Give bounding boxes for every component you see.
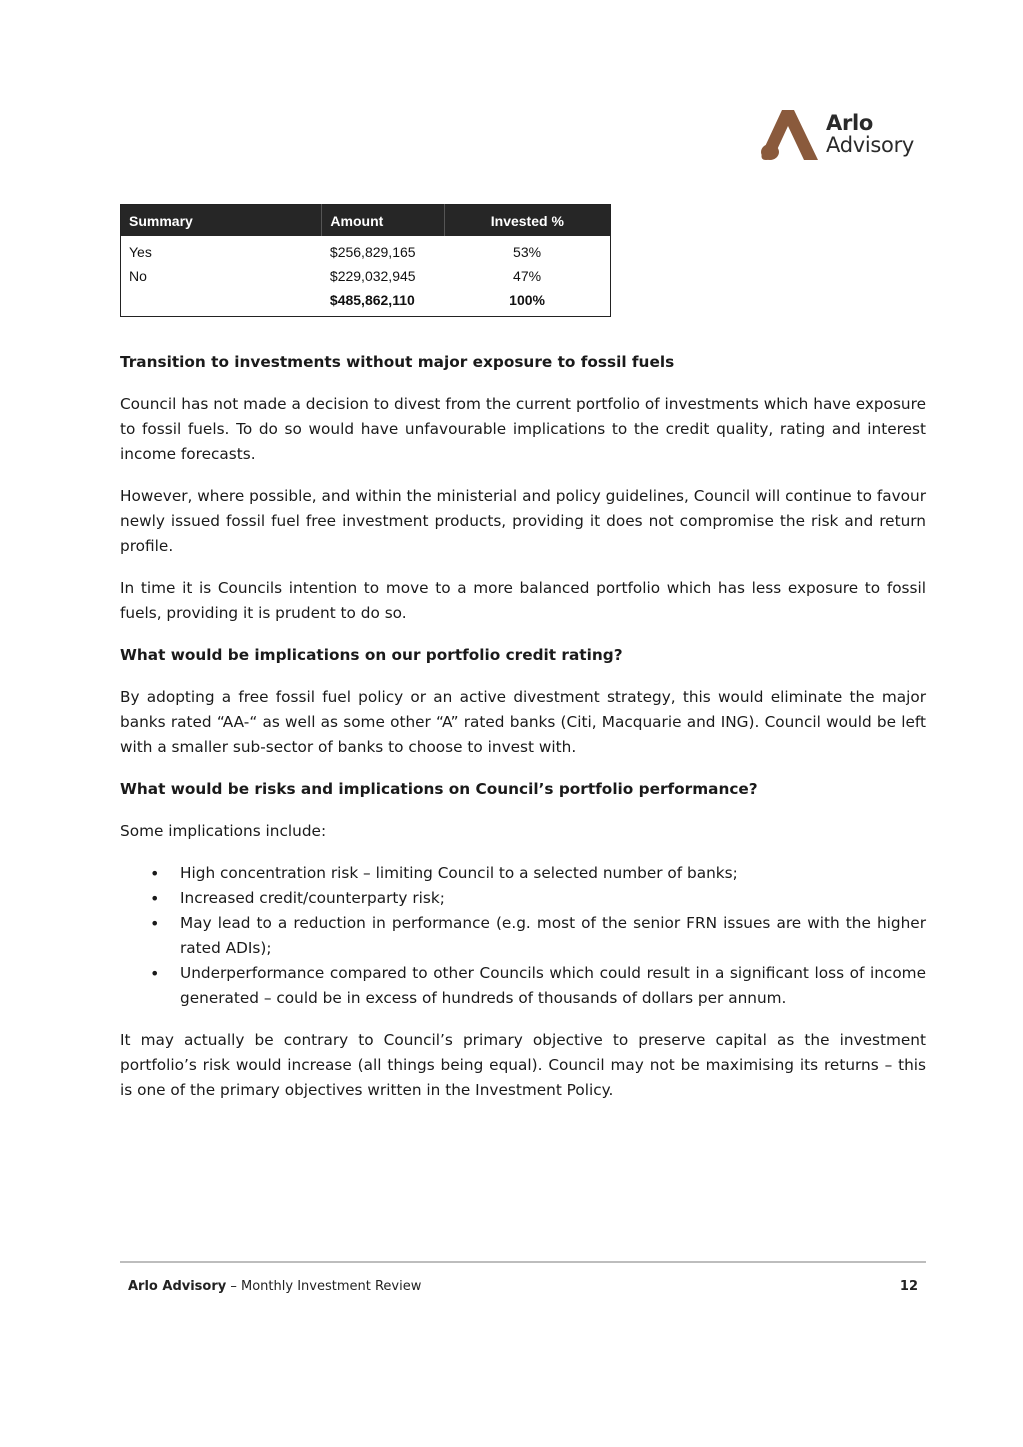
- paragraph-divest-decision: Council has not made a decision to divest from the current portfolio of investments which have exposure to fossil fuels. To do so would have unfavourable implications to the credit quality, rating and interest income forecasts.: [120, 395, 926, 463]
- summary-table: [120, 204, 611, 317]
- row-pct: 47%: [513, 268, 542, 284]
- arlo-a-mark-icon: [760, 108, 820, 162]
- header-invested-pct: Invested %: [444, 205, 610, 237]
- footer-divider: [120, 1261, 926, 1263]
- risk-heading: What would be risks and implications on Council’s portfolio performance?: [120, 780, 758, 798]
- footer-title: [128, 1279, 421, 1294]
- table-row: [121, 264, 611, 288]
- credit-rating-heading: What would be implications on our portfolio credit rating?: [120, 646, 623, 664]
- row-amount: $229,032,945: [329, 268, 416, 284]
- list-item: • Underperformance compared to other Councils which could result in a significant loss of income generated – could be in excess of hundreds of thousands of dollars per annum.: [180, 961, 926, 1011]
- arlo-advisory-logo: [760, 106, 930, 166]
- table-total-row: [121, 288, 611, 317]
- total-amount: $485,862,110: [329, 292, 415, 308]
- logo-text-arlo: Arlo: [826, 111, 874, 135]
- list-item: • May lead to a reduction in performance (e.g. most of the senior FRN issues are with the higher rated ADIs);: [180, 911, 926, 961]
- row-pct: 53%: [513, 244, 542, 260]
- paragraph-intention: In time it is Councils intention to move to a more balanced portfolio which has less exposure to fossil fuels, providing it is prudent to do so.: [120, 579, 926, 622]
- paragraph-implications-intro: Some implications include:: [120, 822, 327, 840]
- row-amount: $256,829,165: [329, 244, 416, 260]
- paragraph-favour-products: However, where possible, and within the ministerial and policy guidelines, Council will continue to favour newly issued fossil fuel free investment products, providing it does not compromise the risk and return profile.: [120, 487, 926, 555]
- footer-brand: Arlo Advisory: [128, 1279, 227, 1294]
- document-body: [120, 350, 926, 1120]
- row-label: No: [129, 268, 147, 284]
- logo-text-advisory: Advisory: [826, 133, 915, 157]
- list-item: • Increased credit/counterparty risk;: [180, 886, 926, 911]
- header-amount: Amount: [322, 205, 444, 237]
- paragraph-credit-rating: By adopting a free fossil fuel policy or an active divestment strategy, this would eliminate the major banks rated “AA-“ as well as some other “A” rated banks (Citi, Macquarie and ING). Council would be left with a smaller sub-sector of banks to choose to invest with.: [120, 688, 926, 756]
- footer-report-title: – Monthly Investment Review: [226, 1279, 422, 1294]
- row-label: Yes: [129, 244, 152, 260]
- transition-heading: Transition to investments without major exposure to fossil fuels: [120, 353, 675, 371]
- total-label: [121, 288, 322, 317]
- table-header-row: [121, 205, 611, 237]
- implications-list: [120, 861, 926, 1011]
- paragraph-conclusion: It may actually be contrary to Council’s primary objective to preserve capital as the investment portfolio’s risk would increase (all things being equal). Council may not be maximising its returns – this is one of the primary objectives written in the Investment Policy.: [120, 1031, 926, 1099]
- page-number: 12: [899, 1279, 918, 1294]
- total-pct: 100%: [509, 292, 545, 308]
- header-summary: Summary: [121, 205, 322, 237]
- list-item: • High concentration risk – limiting Council to a selected number of banks;: [180, 861, 926, 886]
- table-row: [121, 236, 611, 264]
